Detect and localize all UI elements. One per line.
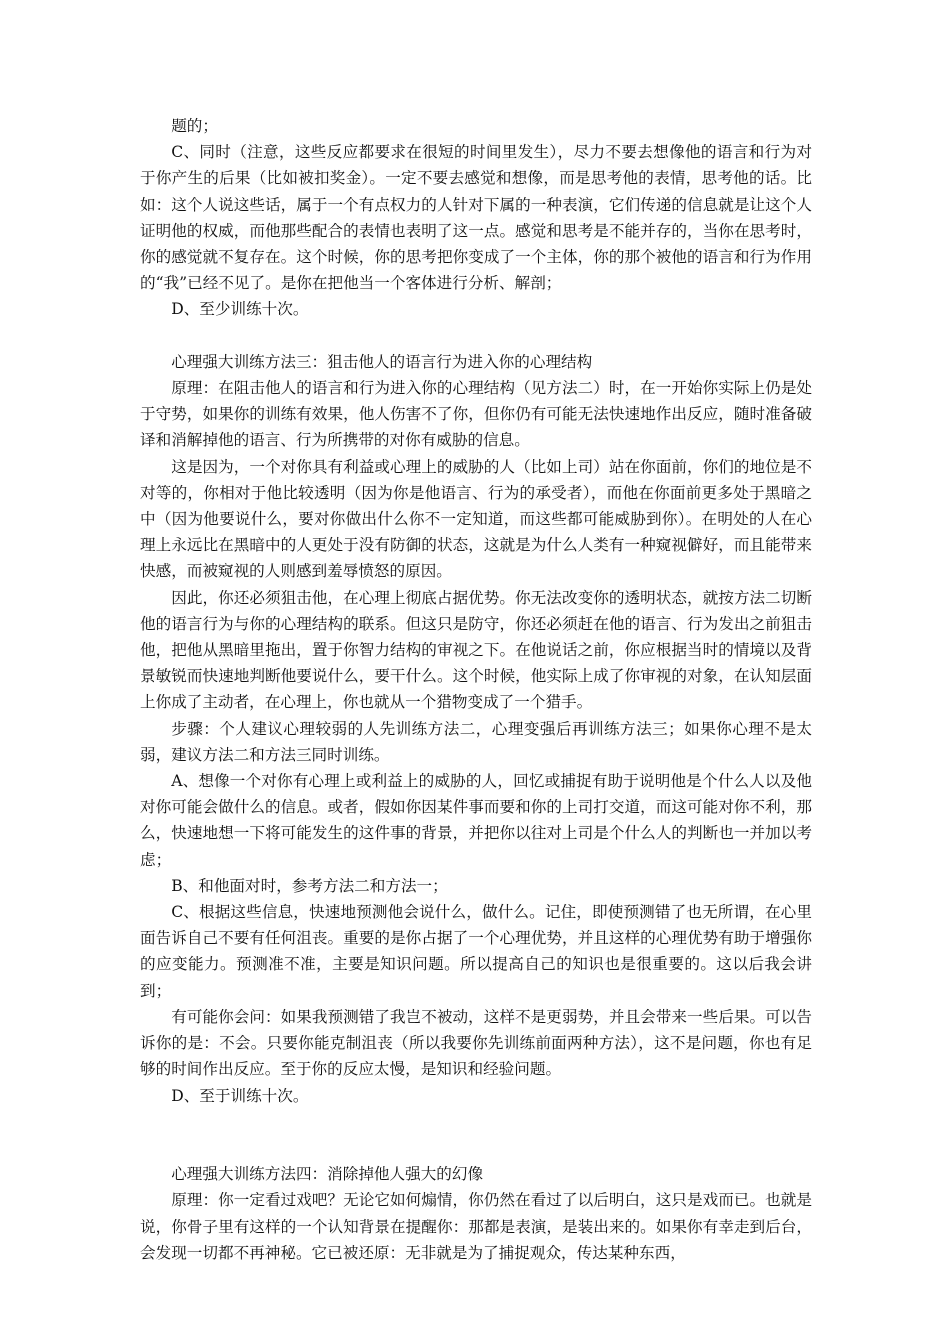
paragraph: C、同时（注意，这些反应都要求在很短的时间里发生），尽力不要去想像他的语言和行为对于你产生的后果（比如被扣奖金）。一定不要去感觉和想像，而是思考他的表情，思考他的话。比如：这个人说这些话，属于一个有点权力的人针对下属的一种表演，它们传递的信息就是让这个人证明他的权威，而他那些配合的表情也表明了这一点。感觉和思考是不能并存的，当你在思考时，你的感觉就不复存在。这个时候，你的思考把你变成了一个主体，你的那个被他的语言和行为作用的“我”已经不见了。是你在把他当一个客体进行分析、解剖； [140,143,812,293]
paragraph: 原理：你一定看过戏吧？无论它如何煽情，你仍然在看过了以后明白，这只是戏而已。也就是说，你骨子里有这样的一个认知背景在提醒你：那都是表演，是装出来的。如果你有幸走到后台，会发现一切都不再神秘。它已被还原：无非就是为了捕捉观众，传达某种东西， [140,1191,812,1262]
paragraph: 步骤：个人建议心理较弱的人先训练方法二，心理变强后再训练方法三；如果你心理不是太弱，建议方法二和方法三同时训练。 [140,719,812,764]
paragraph: B、和他面对时，参考方法二和方法一； [171,876,448,895]
paragraph: 原理：在阻击他人的语言和行为进入你的心理结构（见方法二）时，在一开始你实际上仍是处于守势，如果你的训练有效果，他人伤害不了你，但你仍有可能无法快速地作出反应，随时准备破译和消解掉他的语言、行为所携带的对你有威胁的信息。 [140,379,812,450]
paragraph: D、至少训练十次。 [171,300,309,319]
paragraph: 有可能你会问：如果我预测错了我岂不被动，这样不是更弱势，并且会带来一些后果。可以告诉你的是：不会。只要你能克制沮丧（所以我要你先训练前面两种方法），这不是问题，你也有足够的时间作出反应。至于你的反应太慢，是知识和经验问题。 [140,1007,812,1079]
paragraph-spacer [140,1109,812,1161]
paragraph: A、想像一个对你有心理上或利益上的威胁的人，回忆或捕捉有助于说明他是个什么人以及他对你可能会做什么的信息。或者，假如你因某件事而要和你的上司打交道，而这可能对你不利，那么，快速地想一下将可能发生的这件事的背景，并把你以往对上司是个什么人的判断也一并加以考虑； [140,772,812,869]
document-body [140,113,812,1266]
paragraph: 这是因为，一个对你具有利益或心理上的威胁的人（比如上司）站在你面前，你们的地位是不对等的，你相对于他比较透明（因为你是他语言、行为的承受者），而他在你面前更多处于黑暗之中（因为他要说什么，要对你做出什么你不一定知道，而这些都可能威胁到你）。在明处的人在心理上永远比在黑暗中的人更处于没有防御的状态，这就是为什么人类有一种窥视僻好，而且能带来快感，而被窥视的人则感到羞辱愤怒的原因。 [140,457,812,581]
paragraph: 因此，你还必须狙击他，在心理上彻底占据优势。你无法改变你的透明状态，就按方法二切断他的语言行为与你的心理结构的联系。但这只是防守，你还必须赶在他的语言、行为发出之前狙击他，把他从黑暗里拖出，置于你智力结构的审视之下。在他说话之前，你应根据当时的情境以及背景敏锐而快速地判断他要说什么，要干什么。这个时候，他实际上成了你审视的对象，在认知层面上你成了主动者，在心理上，你也就从一个猎物变成了一个猎手。 [140,588,812,712]
paragraph-spacer [140,323,812,349]
paragraph: 题的； [171,117,218,135]
paragraph: C、根据这些信息，快速地预测他会说什么，做什么。记住，即使预测错了也无所谓，在心里面告诉自己不要有任何沮丧。重要的是你占据了一个心理优势，并且这样的心理优势有助于增强你的应变能力。预测准不准，主要是知识问题。所以提高自己的知识也是很重要的。这以后我会讲到； [140,903,812,1000]
paragraph: D、至于训练十次。 [171,1086,309,1105]
section-heading: 心理强大训练方法四：消除掉他人强大的幻像 [171,1165,484,1184]
section-heading: 心理强大训练方法三：狙击他人的语言行为进入你的心理结构 [171,352,593,371]
